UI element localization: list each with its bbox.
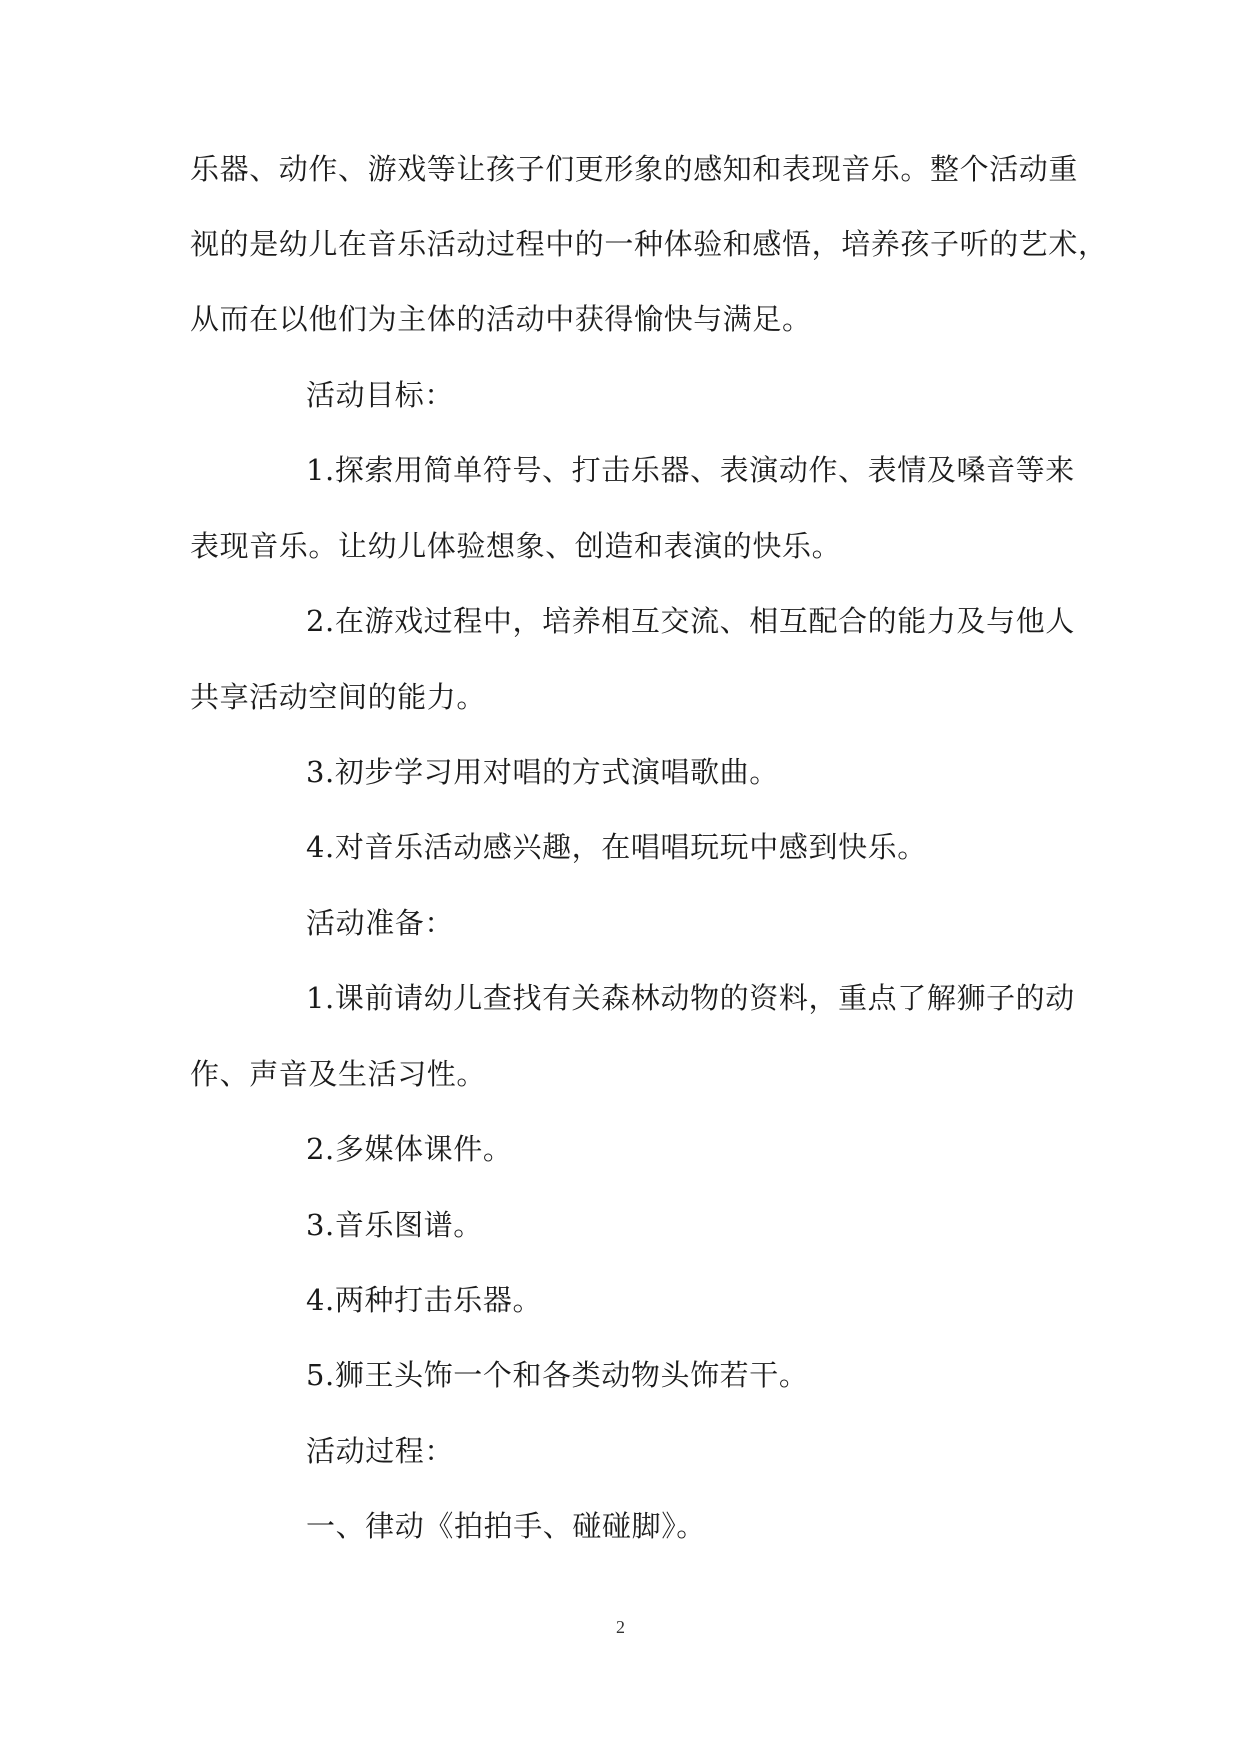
list-item: 4.对音乐活动感兴趣，在唱唱玩玩中感到快乐。	[306, 830, 927, 864]
list-item: 4.两种打击乐器。	[306, 1283, 543, 1317]
paragraph-line: 视的是幼儿在音乐活动过程中的一种体验和感悟，培养孩子听的艺术，	[190, 227, 1108, 261]
section-heading: 活动过程：	[306, 1434, 455, 1468]
list-item: 5.狮王头饰一个和各类动物头饰若干。	[306, 1358, 809, 1392]
paragraph-line: 作、声音及生活习性。	[190, 1057, 487, 1091]
paragraph-line: 从而在以他们为主体的活动中获得愉快与满足。	[190, 302, 812, 336]
section-heading: 活动目标：	[306, 378, 455, 412]
list-item: 3.初步学习用对唱的方式演唱歌曲。	[306, 755, 779, 789]
list-item: 2.多媒体课件。	[306, 1132, 513, 1166]
list-item: 3.音乐图谱。	[306, 1208, 483, 1242]
page-number: 2	[616, 1617, 625, 1637]
paragraph-line: 共享活动空间的能力。	[190, 680, 487, 714]
list-item: 1.探索用简单符号、打击乐器、表演动作、表情及嗓音等来	[306, 453, 1075, 487]
paragraph-line: 表现音乐。让幼儿体验想象、创造和表演的快乐。	[190, 529, 842, 563]
list-item: 2.在游戏过程中，培养相互交流、相互配合的能力及与他人	[306, 604, 1075, 638]
paragraph-line: 乐器、动作、游戏等让孩子们更形象的感知和表现音乐。整个活动重	[190, 152, 1079, 186]
subsection-heading: 一、律动《拍拍手、碰碰脚》。	[306, 1509, 706, 1543]
section-heading: 活动准备：	[306, 906, 455, 940]
list-item: 1.课前请幼儿查找有关森林动物的资料，重点了解狮子的动	[306, 981, 1075, 1015]
